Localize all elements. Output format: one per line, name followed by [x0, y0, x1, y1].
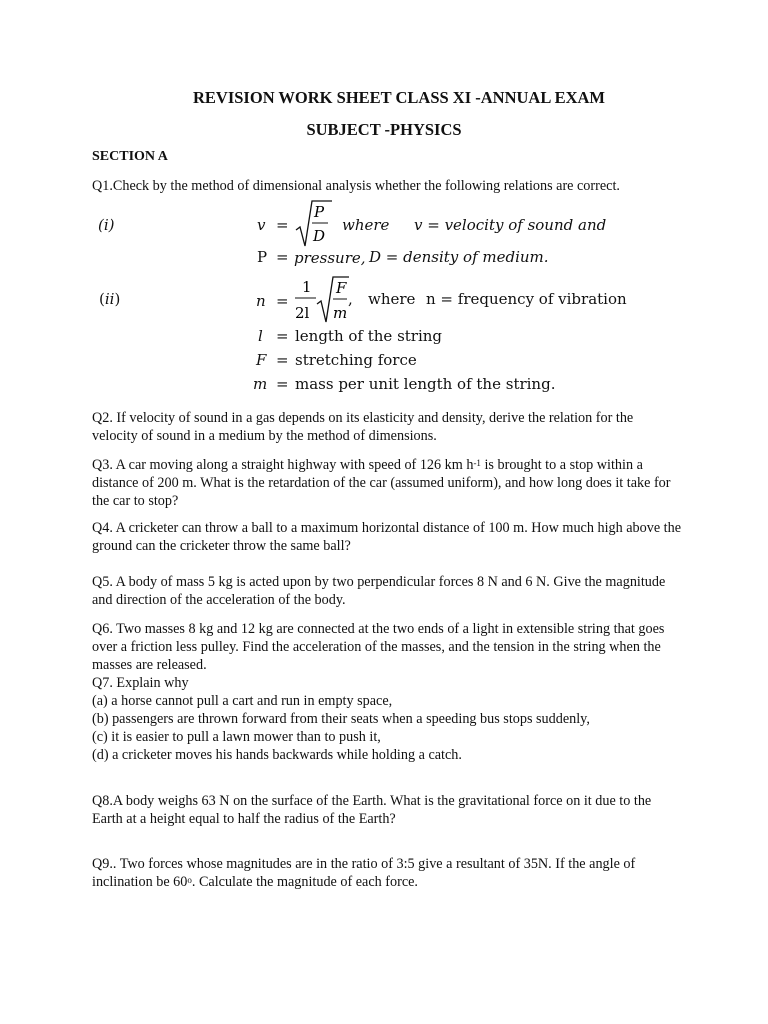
eq-ii-lhs: n [256, 292, 266, 310]
question-7-title: Q7. Explain why [92, 675, 189, 691]
question-3-superscript: -1 [473, 458, 481, 468]
question-7 [92, 674, 682, 764]
eq-ii-frac-num: 1 [302, 278, 312, 296]
eq-ii-equals: = [276, 292, 289, 310]
question-4: Q4. A cricketer can throw a ball to a maximum horizontal distance of 100 m. How much high above the ground can the cricketer throw the same ball? [92, 520, 682, 554]
eq-i-numerator: P [314, 203, 325, 221]
eq-ii-def-F-symbol: F [256, 351, 267, 369]
section-heading: SECTION A [92, 149, 168, 164]
eq-ii-def-m: mass per unit length of the string. [295, 375, 556, 393]
eq-ii-def-l-equals: = [276, 327, 289, 345]
question-7-item-a: (a) a horse cannot pull a cart and run in empty space, [92, 693, 393, 709]
question-5: Q5. A body of mass 5 kg is acted upon by two perpendicular forces 8 N and 6 N. Give the magnitude and direction of the acceleration of the body. [92, 574, 666, 608]
eq-ii-where: where [368, 290, 416, 308]
eq-i-equals: = [276, 216, 289, 234]
eq-ii-def-F: stretching force [295, 351, 417, 369]
eq-ii-def-F-equals: = [276, 351, 289, 369]
subject-title: SUBJECT -PHYSICS [306, 120, 462, 139]
question-7-item-d: (d) a cricketer moves his hands backwards while holding a catch. [92, 747, 462, 763]
sqrt-fraction-i [294, 198, 334, 250]
question-3-text-a: Q3. A car moving along a straight highway with speed of 126 km h [92, 457, 474, 473]
question-2: Q2. If velocity of sound in a gas depends on its elasticity and density, derive the relation for the velocity of sound in a medium by the method of dimensions. [92, 410, 634, 444]
page-title: REVISION WORK SHEET CLASS XI -ANNUAL EXAM [193, 88, 605, 107]
question-3-text-b: is brought to a stop within a distance of 200 m. What is the retardation of the car (assumed uniform), and how long does it take for the car to stop? [92, 457, 671, 509]
eq-ii-label: (ii) [99, 290, 121, 308]
eq-ii-label-roman: ii [104, 290, 115, 308]
eq-ii-def-l-symbol: l [258, 327, 263, 345]
question-9-text-b: . Calculate the magnitude of each force. [191, 874, 418, 890]
eq-ii-comma: , [348, 290, 353, 308]
question-3 [92, 456, 682, 510]
eq-i-def2-symbol: P [257, 248, 268, 266]
equation-block [90, 196, 690, 396]
eq-i-denominator: D [313, 227, 326, 245]
question-7-item-b: (b) passengers are thrown forward from their seats when a speeding bus stops suddenly, [92, 711, 590, 727]
eq-i-label: (i) [98, 216, 115, 234]
frac-sqrt-ii [294, 274, 364, 330]
eq-ii-def-m-symbol: m [253, 375, 268, 393]
eq-i-def2: pressure, [294, 249, 366, 267]
eq-ii-frac-den: 2l [295, 304, 310, 322]
eq-ii-def-m-equals: = [276, 375, 289, 393]
eq-i-where: where [342, 216, 390, 234]
question-6: Q6. Two masses 8 kg and 12 kg are connected at the two ends of a light in extensible string that goes over a friction less pulley. Find the acceleration of the masses, and the tension in the string when the masses are released. [92, 621, 665, 673]
question-9-superscript: o [187, 875, 192, 885]
question-9 [92, 855, 682, 891]
question-8: Q8.A body weighs 63 N on the surface of the Earth. What is the gravitational force on it due to the Earth at a height equal to half the radius of the Earth? [92, 793, 652, 827]
question-9-text-a: Q9.. Two forces whose magnitudes are in the ratio of 3:5 give a resultant of 35N. If the angle of inclination be 60 [92, 856, 636, 890]
eq-ii-rad-den: m [333, 304, 348, 322]
eq-i-lhs: v [257, 216, 266, 234]
eq-ii-def-l: length of the string [295, 327, 443, 345]
question-1: Q1.Check by the method of dimensional analysis whether the following relations are correct. [92, 178, 620, 194]
question-7-item-c: (c) it is easier to pull a lawn mower than to push it, [92, 729, 381, 745]
eq-i-def2-equals: = [276, 248, 289, 266]
eq-i-def3: D = density of medium. [369, 248, 549, 266]
eq-ii-rad-num: F [336, 279, 347, 297]
eq-ii-def-n: n = frequency of vibration [426, 290, 627, 308]
eq-i-def1: v = velocity of sound and [414, 216, 607, 234]
